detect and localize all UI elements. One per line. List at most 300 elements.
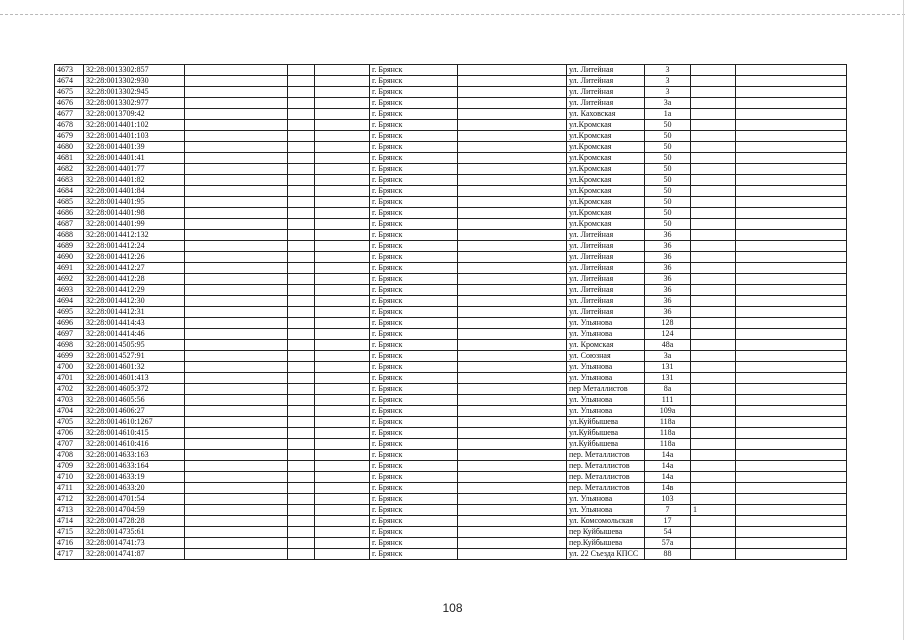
house-number-cell: 124	[645, 329, 691, 340]
empty-cell	[288, 461, 315, 472]
empty-cell	[185, 153, 288, 164]
empty-cell	[185, 241, 288, 252]
empty-cell	[458, 285, 567, 296]
row-number-cell: 4697	[55, 329, 84, 340]
cadastral-number-cell: 32:28:0014505:95	[84, 340, 185, 351]
extra-cell	[691, 197, 736, 208]
empty-cell	[736, 98, 847, 109]
empty-cell	[736, 131, 847, 142]
empty-cell	[458, 142, 567, 153]
table-row	[55, 461, 847, 472]
street-cell: ул.Кромская	[567, 219, 645, 230]
table-row	[55, 186, 847, 197]
empty-cell	[315, 197, 370, 208]
city-cell: г. Брянск	[370, 395, 458, 406]
empty-cell	[185, 395, 288, 406]
empty-cell	[315, 505, 370, 516]
row-number-cell: 4679	[55, 131, 84, 142]
house-number-cell: 14а	[645, 450, 691, 461]
city-cell: г. Брянск	[370, 450, 458, 461]
empty-cell	[315, 450, 370, 461]
empty-cell	[736, 329, 847, 340]
empty-cell	[458, 494, 567, 505]
city-cell: г. Брянск	[370, 373, 458, 384]
house-number-cell: 3а	[645, 98, 691, 109]
cadastral-number-cell: 32:28:0014633:19	[84, 472, 185, 483]
extra-cell	[691, 461, 736, 472]
row-number-cell: 4676	[55, 98, 84, 109]
extra-cell	[691, 516, 736, 527]
row-number-cell: 4715	[55, 527, 84, 538]
street-cell: ул. Литейная	[567, 307, 645, 318]
cadastral-registry-table	[54, 64, 847, 560]
cadastral-number-cell: 32:28:0014601:413	[84, 373, 185, 384]
row-number-cell: 4701	[55, 373, 84, 384]
empty-cell	[185, 76, 288, 87]
city-cell: г. Брянск	[370, 65, 458, 76]
house-number-cell: 57а	[645, 538, 691, 549]
house-number-cell: 88	[645, 549, 691, 560]
empty-cell	[315, 461, 370, 472]
empty-cell	[288, 153, 315, 164]
empty-cell	[185, 252, 288, 263]
empty-cell	[736, 76, 847, 87]
row-number-cell: 4681	[55, 153, 84, 164]
row-number-cell: 4678	[55, 120, 84, 131]
street-cell: ул. Ульянова	[567, 406, 645, 417]
empty-cell	[288, 494, 315, 505]
row-number-cell: 4690	[55, 252, 84, 263]
city-cell: г. Брянск	[370, 318, 458, 329]
empty-cell	[315, 318, 370, 329]
empty-cell	[458, 318, 567, 329]
table-row	[55, 483, 847, 494]
row-number-cell: 4698	[55, 340, 84, 351]
empty-cell	[315, 384, 370, 395]
empty-cell	[288, 329, 315, 340]
empty-cell	[458, 428, 567, 439]
empty-cell	[458, 406, 567, 417]
extra-cell	[691, 549, 736, 560]
house-number-cell: 14в	[645, 483, 691, 494]
empty-cell	[315, 65, 370, 76]
extra-cell	[691, 164, 736, 175]
table-row	[55, 87, 847, 98]
row-number-cell: 4712	[55, 494, 84, 505]
cadastral-number-cell: 32:28:0014605:372	[84, 384, 185, 395]
empty-cell	[315, 296, 370, 307]
city-cell: г. Брянск	[370, 76, 458, 87]
table-row	[55, 351, 847, 362]
empty-cell	[458, 450, 567, 461]
extra-cell	[691, 395, 736, 406]
house-number-cell: 3	[645, 65, 691, 76]
empty-cell	[315, 439, 370, 450]
empty-cell	[288, 197, 315, 208]
house-number-cell: 3	[645, 87, 691, 98]
house-number-cell: 48а	[645, 340, 691, 351]
empty-cell	[458, 109, 567, 120]
table-row	[55, 109, 847, 120]
street-cell: ул. Ульянова	[567, 329, 645, 340]
house-number-cell: 109а	[645, 406, 691, 417]
city-cell: г. Брянск	[370, 131, 458, 142]
extra-cell	[691, 274, 736, 285]
extra-cell	[691, 494, 736, 505]
extra-cell	[691, 307, 736, 318]
empty-cell	[185, 285, 288, 296]
empty-cell	[185, 406, 288, 417]
empty-cell	[288, 285, 315, 296]
city-cell: г. Брянск	[370, 164, 458, 175]
extra-cell	[691, 285, 736, 296]
cadastral-number-cell: 32:28:0013302:977	[84, 98, 185, 109]
empty-cell	[288, 98, 315, 109]
house-number-cell: 50	[645, 186, 691, 197]
city-cell: г. Брянск	[370, 439, 458, 450]
row-number-cell: 4708	[55, 450, 84, 461]
house-number-cell: 118а	[645, 428, 691, 439]
empty-cell	[736, 351, 847, 362]
city-cell: г. Брянск	[370, 428, 458, 439]
cadastral-number-cell: 32:28:0013302:930	[84, 76, 185, 87]
city-cell: г. Брянск	[370, 252, 458, 263]
empty-cell	[458, 505, 567, 516]
table-row	[55, 197, 847, 208]
city-cell: г. Брянск	[370, 241, 458, 252]
street-cell: ул.Куйбышева	[567, 439, 645, 450]
empty-cell	[315, 472, 370, 483]
street-cell: ул. Комсомольская	[567, 516, 645, 527]
city-cell: г. Брянск	[370, 472, 458, 483]
empty-cell	[736, 406, 847, 417]
extra-cell	[691, 87, 736, 98]
empty-cell	[185, 197, 288, 208]
street-cell: ул.Кромская	[567, 153, 645, 164]
row-number-cell: 4710	[55, 472, 84, 483]
empty-cell	[185, 538, 288, 549]
empty-cell	[185, 274, 288, 285]
row-number-cell: 4693	[55, 285, 84, 296]
extra-cell	[691, 131, 736, 142]
empty-cell	[185, 516, 288, 527]
empty-cell	[288, 241, 315, 252]
house-number-cell: 128	[645, 318, 691, 329]
scan-edge-right	[903, 0, 904, 640]
extra-cell	[691, 483, 736, 494]
empty-cell	[288, 527, 315, 538]
house-number-cell: 50	[645, 142, 691, 153]
street-cell: пер. Металлистов	[567, 483, 645, 494]
empty-cell	[736, 120, 847, 131]
empty-cell	[458, 208, 567, 219]
table-row	[55, 98, 847, 109]
city-cell: г. Брянск	[370, 175, 458, 186]
table-row	[55, 65, 847, 76]
cadastral-number-cell: 32:28:0014735:61	[84, 527, 185, 538]
house-number-cell: 8а	[645, 384, 691, 395]
street-cell: пер Металлистов	[567, 384, 645, 395]
empty-cell	[315, 373, 370, 384]
row-number-cell: 4687	[55, 219, 84, 230]
empty-cell	[315, 406, 370, 417]
city-cell: г. Брянск	[370, 197, 458, 208]
empty-cell	[288, 373, 315, 384]
empty-cell	[185, 175, 288, 186]
house-number-cell: 50	[645, 197, 691, 208]
empty-cell	[736, 65, 847, 76]
cadastral-number-cell: 32:28:0014412:27	[84, 263, 185, 274]
empty-cell	[736, 395, 847, 406]
street-cell: ул. Ульянова	[567, 362, 645, 373]
table-row	[55, 307, 847, 318]
table-row	[55, 472, 847, 483]
row-number-cell: 4684	[55, 186, 84, 197]
empty-cell	[288, 549, 315, 560]
city-cell: г. Брянск	[370, 186, 458, 197]
city-cell: г. Брянск	[370, 406, 458, 417]
empty-cell	[185, 461, 288, 472]
empty-cell	[458, 527, 567, 538]
empty-cell	[315, 527, 370, 538]
row-number-cell: 4696	[55, 318, 84, 329]
extra-cell	[691, 340, 736, 351]
house-number-cell: 50	[645, 208, 691, 219]
empty-cell	[315, 131, 370, 142]
row-number-cell: 4705	[55, 417, 84, 428]
row-number-cell: 4703	[55, 395, 84, 406]
street-cell: ул. Ульянова	[567, 395, 645, 406]
cadastral-number-cell: 32:28:0014401:82	[84, 175, 185, 186]
city-cell: г. Брянск	[370, 208, 458, 219]
house-number-cell: 50	[645, 175, 691, 186]
empty-cell	[185, 472, 288, 483]
extra-cell	[691, 109, 736, 120]
extra-cell	[691, 296, 736, 307]
empty-cell	[185, 417, 288, 428]
empty-cell	[458, 362, 567, 373]
cadastral-number-cell: 32:28:0014728:28	[84, 516, 185, 527]
house-number-cell: 118а	[645, 417, 691, 428]
empty-cell	[288, 538, 315, 549]
table-row	[55, 175, 847, 186]
cadastral-number-cell: 32:28:0014704:59	[84, 505, 185, 516]
empty-cell	[315, 109, 370, 120]
table-row	[55, 384, 847, 395]
cadastral-number-cell: 32:28:0014401:98	[84, 208, 185, 219]
cadastral-number-cell: 32:28:0014701:54	[84, 494, 185, 505]
table-row	[55, 516, 847, 527]
empty-cell	[288, 351, 315, 362]
empty-cell	[288, 428, 315, 439]
cadastral-number-cell: 32:28:0014605:56	[84, 395, 185, 406]
empty-cell	[185, 439, 288, 450]
table-row	[55, 340, 847, 351]
row-number-cell: 4704	[55, 406, 84, 417]
empty-cell	[736, 428, 847, 439]
empty-cell	[288, 219, 315, 230]
street-cell: ул. Литейная	[567, 296, 645, 307]
empty-cell	[736, 164, 847, 175]
empty-cell	[736, 439, 847, 450]
empty-cell	[736, 274, 847, 285]
street-cell: ул.Куйбышева	[567, 417, 645, 428]
city-cell: г. Брянск	[370, 285, 458, 296]
empty-cell	[288, 208, 315, 219]
city-cell: г. Брянск	[370, 87, 458, 98]
city-cell: г. Брянск	[370, 494, 458, 505]
empty-cell	[736, 373, 847, 384]
empty-cell	[185, 450, 288, 461]
empty-cell	[736, 362, 847, 373]
extra-cell	[691, 373, 736, 384]
cadastral-number-cell: 32:28:0014633:163	[84, 450, 185, 461]
empty-cell	[458, 186, 567, 197]
city-cell: г. Брянск	[370, 230, 458, 241]
empty-cell	[315, 263, 370, 274]
empty-cell	[185, 109, 288, 120]
table-row	[55, 417, 847, 428]
row-number-cell: 4694	[55, 296, 84, 307]
empty-cell	[288, 164, 315, 175]
table-row	[55, 538, 847, 549]
empty-cell	[736, 197, 847, 208]
document-sheet	[54, 64, 846, 560]
empty-cell	[315, 516, 370, 527]
house-number-cell: 50	[645, 164, 691, 175]
empty-cell	[315, 208, 370, 219]
table-row	[55, 318, 847, 329]
empty-cell	[458, 373, 567, 384]
empty-cell	[458, 417, 567, 428]
empty-cell	[736, 109, 847, 120]
empty-cell	[736, 505, 847, 516]
house-number-cell: 131	[645, 362, 691, 373]
cadastral-number-cell: 32:28:0014401:103	[84, 131, 185, 142]
empty-cell	[288, 417, 315, 428]
row-number-cell: 4680	[55, 142, 84, 153]
extra-cell	[691, 65, 736, 76]
empty-cell	[315, 87, 370, 98]
empty-cell	[288, 296, 315, 307]
row-number-cell: 4713	[55, 505, 84, 516]
empty-cell	[736, 230, 847, 241]
cadastral-number-cell: 32:28:0014527:91	[84, 351, 185, 362]
empty-cell	[736, 263, 847, 274]
extra-cell	[691, 175, 736, 186]
street-cell: ул.Кромская	[567, 120, 645, 131]
extra-cell	[691, 241, 736, 252]
house-number-cell: 14а	[645, 461, 691, 472]
empty-cell	[185, 362, 288, 373]
street-cell: пер. Металлистов	[567, 461, 645, 472]
empty-cell	[736, 549, 847, 560]
row-number-cell: 4682	[55, 164, 84, 175]
empty-cell	[315, 186, 370, 197]
table-row	[55, 373, 847, 384]
empty-cell	[185, 483, 288, 494]
empty-cell	[315, 329, 370, 340]
street-cell: ул. Литейная	[567, 263, 645, 274]
cadastral-number-cell: 32:28:0014610:416	[84, 439, 185, 450]
empty-cell	[458, 76, 567, 87]
house-number-cell: 50	[645, 153, 691, 164]
city-cell: г. Брянск	[370, 98, 458, 109]
table-row	[55, 362, 847, 373]
house-number-cell: 131	[645, 373, 691, 384]
row-number-cell: 4688	[55, 230, 84, 241]
extra-cell	[691, 406, 736, 417]
extra-cell	[691, 538, 736, 549]
empty-cell	[736, 384, 847, 395]
cadastral-number-cell: 32:28:0014401:41	[84, 153, 185, 164]
row-number-cell: 4691	[55, 263, 84, 274]
house-number-cell: 3	[645, 76, 691, 87]
extra-cell	[691, 527, 736, 538]
city-cell: г. Брянск	[370, 263, 458, 274]
empty-cell	[185, 131, 288, 142]
empty-cell	[185, 164, 288, 175]
empty-cell	[185, 505, 288, 516]
empty-cell	[736, 461, 847, 472]
table-row	[55, 439, 847, 450]
street-cell: пер.Куйбышева	[567, 538, 645, 549]
house-number-cell: 36	[645, 230, 691, 241]
city-cell: г. Брянск	[370, 153, 458, 164]
house-number-cell: 36	[645, 263, 691, 274]
extra-cell	[691, 417, 736, 428]
extra-cell	[691, 428, 736, 439]
city-cell: г. Брянск	[370, 340, 458, 351]
empty-cell	[458, 164, 567, 175]
extra-cell	[691, 362, 736, 373]
empty-cell	[458, 263, 567, 274]
empty-cell	[288, 516, 315, 527]
street-cell: ул. Ульянова	[567, 318, 645, 329]
city-cell: г. Брянск	[370, 219, 458, 230]
empty-cell	[185, 65, 288, 76]
row-number-cell: 4717	[55, 549, 84, 560]
empty-cell	[458, 131, 567, 142]
extra-cell	[691, 153, 736, 164]
table-row	[55, 153, 847, 164]
extra-cell	[691, 318, 736, 329]
house-number-cell: 36	[645, 285, 691, 296]
cadastral-number-cell: 32:28:0014401:99	[84, 219, 185, 230]
empty-cell	[458, 329, 567, 340]
empty-cell	[315, 120, 370, 131]
empty-cell	[185, 142, 288, 153]
empty-cell	[185, 549, 288, 560]
empty-cell	[315, 76, 370, 87]
empty-cell	[458, 65, 567, 76]
empty-cell	[458, 461, 567, 472]
house-number-cell: 3а	[645, 351, 691, 362]
cadastral-number-cell: 32:28:0014401:95	[84, 197, 185, 208]
empty-cell	[458, 296, 567, 307]
empty-cell	[185, 98, 288, 109]
empty-cell	[288, 340, 315, 351]
table-row	[55, 285, 847, 296]
cadastral-number-cell: 32:28:0014412:24	[84, 241, 185, 252]
cadastral-number-cell: 32:28:0014401:102	[84, 120, 185, 131]
table-row	[55, 120, 847, 131]
table-row	[55, 505, 847, 516]
cadastral-number-cell: 32:28:0014414:46	[84, 329, 185, 340]
extra-cell	[691, 208, 736, 219]
empty-cell	[315, 252, 370, 263]
empty-cell	[458, 252, 567, 263]
